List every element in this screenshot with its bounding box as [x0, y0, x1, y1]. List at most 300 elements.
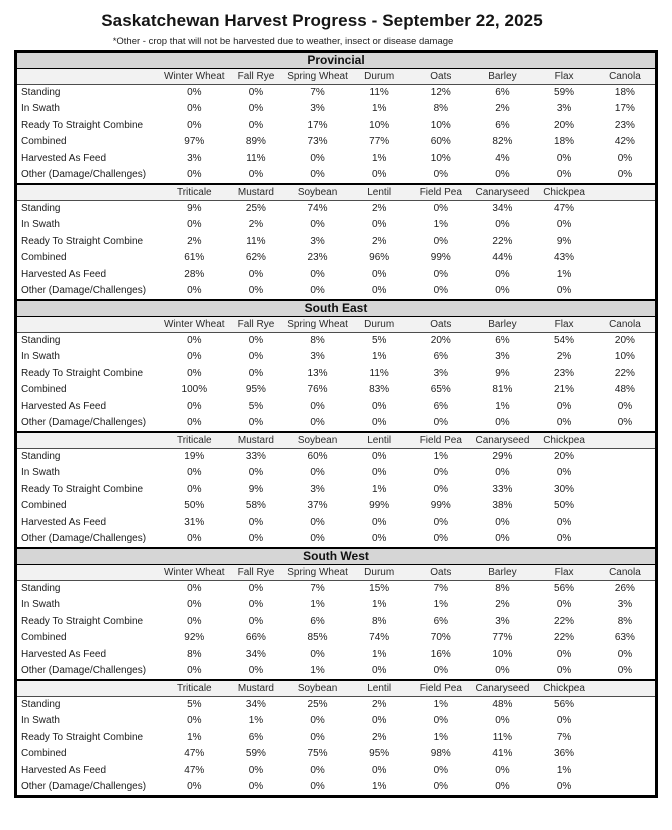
value-cell: [595, 498, 657, 515]
value-cell: 2%: [556, 351, 572, 363]
value-cell: 2%: [187, 235, 202, 247]
value-cell: 18%: [554, 136, 575, 148]
data-row: [16, 250, 657, 267]
value-cell: 0%: [371, 285, 387, 296]
column-header: Mustard: [225, 432, 287, 449]
value-cell: 1%: [371, 152, 387, 164]
row-label: Standing: [21, 699, 61, 710]
value-cell: 0%: [556, 467, 572, 479]
row-label: Harvested As Feed: [21, 152, 107, 164]
column-header: Field Pea: [410, 680, 472, 697]
value-cell: 0%: [310, 152, 325, 164]
value-cell: 3%: [310, 483, 325, 495]
value-cell: 34%: [245, 699, 266, 710]
value-cell: 1%: [371, 599, 387, 611]
value-cell: [595, 465, 657, 482]
value-cell: 0%: [433, 483, 449, 495]
value-cell: 59%: [245, 748, 266, 760]
value-cell: 1%: [433, 731, 449, 743]
value-cell: 22%: [492, 235, 513, 247]
value-cell: 0%: [495, 764, 510, 776]
column-header: Chickpea: [533, 432, 595, 449]
value-cell: 0%: [187, 665, 202, 676]
row-label: Other (Damage/Challenges): [21, 169, 147, 180]
value-cell: 0%: [433, 268, 449, 280]
row-label: Ready To Straight Combine: [21, 615, 144, 627]
value-cell: 1%: [371, 351, 387, 363]
data-row: [16, 763, 657, 780]
value-cell: [595, 250, 657, 267]
value-cell: 0%: [187, 285, 202, 296]
value-cell: 2%: [371, 731, 387, 743]
value-cell: 58%: [245, 500, 266, 512]
column-header: Fall Rye: [225, 69, 287, 85]
value-cell: 1%: [371, 781, 387, 792]
data-row: [16, 597, 657, 614]
value-cell: 29%: [492, 451, 513, 462]
row-label: Standing: [21, 451, 61, 462]
value-cell: 0%: [187, 169, 202, 180]
value-cell: 0%: [248, 599, 264, 611]
value-cell: 0%: [248, 665, 264, 676]
value-cell: 10%: [369, 119, 390, 131]
data-row: [16, 746, 657, 763]
column-header: [595, 184, 657, 201]
data-row: [16, 201, 657, 218]
value-cell: 0%: [495, 417, 510, 428]
value-cell: 20%: [554, 451, 575, 462]
value-cell: 0%: [495, 268, 510, 280]
value-cell: 0%: [433, 417, 449, 428]
value-cell: 3%: [433, 367, 449, 379]
value-cell: [595, 779, 657, 797]
row-label: Ready To Straight Combine: [21, 235, 144, 247]
value-cell: 0%: [433, 715, 449, 727]
value-cell: 61%: [184, 252, 205, 264]
value-cell: 0%: [371, 169, 387, 180]
column-header: Durum: [348, 69, 410, 85]
data-row: [16, 465, 657, 482]
value-cell: 28%: [184, 268, 205, 280]
value-cell: 1%: [556, 268, 572, 280]
row-label: Harvested As Feed: [21, 764, 107, 776]
value-cell: 0%: [617, 152, 633, 164]
value-cell: 98%: [430, 748, 451, 760]
value-cell: 74%: [369, 632, 390, 644]
crop-header-row: [16, 317, 657, 333]
value-cell: 0%: [187, 119, 202, 131]
value-cell: 1%: [495, 400, 510, 412]
value-cell: 0%: [495, 665, 510, 676]
column-header: Triticale: [164, 432, 226, 449]
value-cell: 89%: [245, 136, 266, 148]
row-label: Combined: [21, 252, 67, 264]
row-label: In Swath: [21, 219, 60, 231]
value-cell: 0%: [187, 533, 202, 544]
value-cell: 0%: [187, 599, 202, 611]
value-cell: 0%: [556, 533, 572, 544]
value-cell: 0%: [187, 483, 202, 495]
value-cell: 56%: [554, 699, 575, 710]
value-cell: 0%: [248, 87, 264, 98]
column-header: Spring Wheat: [287, 69, 349, 85]
value-cell: 0%: [187, 87, 202, 98]
value-cell: 9%: [187, 203, 202, 214]
value-cell: 11%: [246, 235, 266, 247]
value-cell: 0%: [248, 583, 264, 594]
value-cell: 0%: [556, 400, 572, 412]
value-cell: 82%: [492, 136, 513, 148]
value-cell: 0%: [187, 781, 202, 792]
value-cell: 10%: [614, 351, 635, 363]
column-header: [595, 432, 657, 449]
value-cell: 59%: [554, 87, 575, 98]
value-cell: 7%: [556, 731, 572, 743]
value-cell: 0%: [187, 219, 202, 231]
value-cell: 6%: [310, 615, 325, 627]
value-cell: 66%: [245, 632, 266, 644]
value-cell: 0%: [310, 764, 325, 776]
column-header: Chickpea: [533, 680, 595, 697]
column-header: Durum: [348, 565, 410, 581]
value-cell: 18%: [614, 87, 635, 98]
value-cell: 99%: [369, 500, 390, 512]
value-cell: 3%: [556, 103, 572, 115]
data-row: [16, 630, 657, 647]
data-row: [16, 234, 657, 251]
value-cell: 60%: [307, 451, 328, 462]
value-cell: 9%: [248, 483, 264, 495]
value-cell: 60%: [430, 136, 451, 148]
value-cell: [595, 697, 657, 714]
value-cell: 0%: [248, 351, 264, 363]
value-cell: 7%: [310, 87, 325, 98]
data-row: [16, 101, 657, 118]
value-cell: 0%: [371, 516, 387, 528]
value-cell: 0%: [371, 533, 387, 544]
value-cell: 0%: [248, 268, 264, 280]
value-cell: [595, 267, 657, 284]
value-cell: 42%: [614, 136, 635, 148]
data-row: [16, 515, 657, 532]
value-cell: 1%: [433, 599, 449, 611]
value-cell: 0%: [187, 715, 202, 727]
value-cell: 56%: [554, 583, 575, 594]
value-cell: 0%: [310, 715, 325, 727]
value-cell: 1%: [248, 715, 264, 727]
value-cell: 83%: [369, 384, 390, 396]
value-cell: 0%: [310, 268, 325, 280]
column-header: Barley: [472, 69, 534, 85]
corner-empty-cell: [16, 184, 164, 201]
value-cell: 0%: [248, 615, 264, 627]
value-cell: [595, 449, 657, 466]
column-header: Canaryseed: [472, 432, 534, 449]
value-cell: 3%: [187, 152, 202, 164]
crop-header-row: [16, 565, 657, 581]
value-cell: [595, 730, 657, 747]
value-cell: 2%: [371, 203, 387, 214]
value-cell: 1%: [433, 219, 449, 231]
column-header: Soybean: [287, 184, 349, 201]
value-cell: 1%: [187, 731, 202, 743]
row-label: Ready To Straight Combine: [21, 119, 144, 131]
row-label: Standing: [21, 335, 61, 346]
corner-empty-cell: [16, 317, 164, 333]
value-cell: 0%: [433, 467, 449, 479]
column-header: Barley: [472, 317, 534, 333]
value-cell: 23%: [307, 252, 328, 264]
value-cell: [595, 713, 657, 730]
value-cell: 11%: [246, 152, 266, 164]
value-cell: 5%: [187, 699, 202, 710]
value-cell: [595, 531, 657, 548]
value-cell: 11%: [492, 731, 513, 743]
value-cell: 92%: [184, 632, 205, 644]
value-cell: 0%: [556, 665, 572, 676]
value-cell: 2%: [495, 103, 510, 115]
value-cell: 7%: [433, 583, 449, 594]
value-cell: 0%: [248, 516, 264, 528]
value-cell: 0%: [187, 467, 202, 479]
value-cell: 0%: [187, 400, 202, 412]
value-cell: 0%: [371, 451, 387, 462]
value-cell: 0%: [433, 203, 449, 214]
value-cell: 0%: [617, 665, 633, 676]
row-label: Harvested As Feed: [21, 648, 107, 660]
row-label: Harvested As Feed: [21, 516, 107, 528]
value-cell: 6%: [495, 335, 510, 346]
value-cell: 0%: [556, 285, 572, 296]
value-cell: 5%: [371, 335, 387, 346]
row-label: Other (Damage/Challenges): [21, 781, 147, 792]
data-row: [16, 713, 657, 730]
value-cell: 8%: [617, 615, 633, 627]
value-cell: 65%: [430, 384, 451, 396]
column-header: Soybean: [287, 680, 349, 697]
value-cell: 19%: [184, 451, 205, 462]
data-row: [16, 134, 657, 151]
column-header: Triticale: [164, 184, 226, 201]
value-cell: 36%: [554, 748, 575, 760]
value-cell: 73%: [307, 136, 328, 148]
value-cell: 20%: [614, 335, 635, 346]
section-title: South West: [16, 548, 657, 565]
column-header: Field Pea: [410, 184, 472, 201]
value-cell: 8%: [187, 648, 202, 660]
value-cell: 0%: [371, 467, 387, 479]
column-header: Durum: [348, 317, 410, 333]
corner-empty-cell: [16, 565, 164, 581]
value-cell: 30%: [554, 483, 575, 495]
corner-empty-cell: [16, 69, 164, 85]
value-cell: 23%: [614, 119, 635, 131]
value-cell: 10%: [430, 152, 451, 164]
value-cell: 22%: [554, 632, 575, 644]
value-cell: 38%: [492, 500, 513, 512]
value-cell: 63%: [614, 632, 635, 644]
value-cell: 22%: [554, 615, 575, 627]
row-label: Ready To Straight Combine: [21, 731, 144, 743]
crop-header-row: [16, 432, 657, 449]
value-cell: 22%: [614, 367, 635, 379]
row-label: In Swath: [21, 103, 60, 115]
value-cell: 0%: [556, 219, 572, 231]
value-cell: 0%: [433, 285, 449, 296]
data-row: [16, 614, 657, 631]
row-label: Harvested As Feed: [21, 400, 107, 412]
value-cell: 1%: [433, 451, 449, 462]
value-cell: 0%: [556, 781, 572, 792]
value-cell: 1%: [371, 103, 387, 115]
column-header: Field Pea: [410, 432, 472, 449]
value-cell: 0%: [310, 417, 325, 428]
value-cell: 99%: [430, 500, 451, 512]
column-header: Canaryseed: [472, 184, 534, 201]
value-cell: 5%: [248, 400, 264, 412]
value-cell: 0%: [371, 665, 387, 676]
value-cell: 6%: [433, 351, 449, 363]
value-cell: 47%: [184, 764, 205, 776]
value-cell: 0%: [248, 119, 264, 131]
value-cell: 1%: [433, 699, 449, 710]
value-cell: 0%: [310, 467, 325, 479]
row-label: Standing: [21, 87, 61, 98]
data-row: [16, 647, 657, 664]
column-header: Spring Wheat: [287, 565, 349, 581]
value-cell: 96%: [369, 252, 390, 264]
row-label: Combined: [21, 384, 67, 396]
value-cell: 54%: [554, 335, 575, 346]
value-cell: 0%: [187, 335, 202, 346]
row-label: Ready To Straight Combine: [21, 367, 144, 379]
value-cell: 0%: [495, 219, 510, 231]
value-cell: 12%: [430, 87, 451, 98]
value-cell: 0%: [248, 367, 264, 379]
value-cell: 0%: [248, 781, 264, 792]
column-header: Winter Wheat: [164, 317, 226, 333]
value-cell: 0%: [556, 516, 572, 528]
data-row: [16, 730, 657, 747]
value-cell: 0%: [310, 781, 325, 792]
harvest-progress-table: [14, 50, 658, 798]
column-header: [595, 680, 657, 697]
value-cell: 0%: [187, 615, 202, 627]
value-cell: 97%: [184, 136, 205, 148]
value-cell: 2%: [371, 699, 387, 710]
value-cell: 31%: [184, 516, 205, 528]
value-cell: 0%: [248, 764, 264, 776]
row-label: Other (Damage/Challenges): [21, 665, 147, 676]
value-cell: 9%: [495, 367, 510, 379]
value-cell: 0%: [371, 417, 387, 428]
row-label: Combined: [21, 632, 67, 644]
value-cell: 77%: [369, 136, 390, 148]
section-header-row: [16, 52, 657, 69]
column-header: Canola: [595, 69, 657, 85]
value-cell: 0%: [248, 467, 264, 479]
value-cell: 77%: [492, 632, 513, 644]
value-cell: 6%: [433, 615, 449, 627]
value-cell: 0%: [310, 400, 325, 412]
value-cell: 43%: [554, 252, 575, 264]
value-cell: 0%: [371, 400, 387, 412]
value-cell: 8%: [433, 103, 449, 115]
value-cell: 0%: [433, 533, 449, 544]
column-header: Flax: [533, 565, 595, 581]
value-cell: 0%: [187, 351, 202, 363]
column-header: Canola: [595, 565, 657, 581]
value-cell: 23%: [554, 367, 575, 379]
value-cell: 3%: [310, 103, 325, 115]
value-cell: [595, 763, 657, 780]
column-header: Oats: [410, 317, 472, 333]
value-cell: 0%: [617, 417, 633, 428]
data-row: [16, 217, 657, 234]
value-cell: 0%: [187, 367, 202, 379]
value-cell: 50%: [554, 500, 575, 512]
data-row: [16, 267, 657, 284]
row-label: Harvested As Feed: [21, 268, 107, 280]
data-row: [16, 449, 657, 466]
value-cell: 10%: [492, 648, 513, 660]
data-row: [16, 415, 657, 432]
value-cell: 0%: [310, 516, 325, 528]
value-cell: 0%: [556, 169, 572, 180]
value-cell: 11%: [369, 367, 389, 379]
value-cell: 0%: [433, 665, 449, 676]
value-cell: 2%: [248, 219, 264, 231]
row-label: Standing: [21, 203, 61, 214]
value-cell: 0%: [248, 335, 264, 346]
section-header-row: [16, 548, 657, 565]
value-cell: 34%: [245, 648, 266, 660]
value-cell: 6%: [495, 119, 510, 131]
data-row: [16, 779, 657, 797]
value-cell: 16%: [430, 648, 451, 660]
column-header: Fall Rye: [225, 317, 287, 333]
data-row: [16, 498, 657, 515]
value-cell: 25%: [245, 203, 266, 214]
value-cell: 15%: [369, 583, 390, 594]
row-label: Standing: [21, 583, 61, 594]
value-cell: 0%: [310, 169, 325, 180]
value-cell: 95%: [369, 748, 390, 760]
value-cell: 0%: [495, 781, 510, 792]
value-cell: 0%: [556, 648, 572, 660]
value-cell: 75%: [307, 748, 328, 760]
value-cell: [595, 515, 657, 532]
crop-header-row: [16, 680, 657, 697]
value-cell: 99%: [430, 252, 451, 264]
corner-empty-cell: [16, 680, 164, 697]
value-cell: 0%: [187, 103, 202, 115]
value-cell: 62%: [245, 252, 266, 264]
value-cell: 100%: [181, 384, 208, 396]
value-cell: 1%: [371, 648, 387, 660]
column-header: Barley: [472, 565, 534, 581]
value-cell: 0%: [495, 715, 510, 727]
column-header: Canola: [595, 317, 657, 333]
data-row: [16, 118, 657, 135]
value-cell: 4%: [495, 152, 510, 164]
data-row: [16, 349, 657, 366]
value-cell: 95%: [245, 384, 266, 396]
value-cell: 6%: [248, 731, 264, 743]
row-label: Combined: [21, 500, 67, 512]
value-cell: 0%: [433, 235, 449, 247]
section-title: Provincial: [16, 52, 657, 69]
